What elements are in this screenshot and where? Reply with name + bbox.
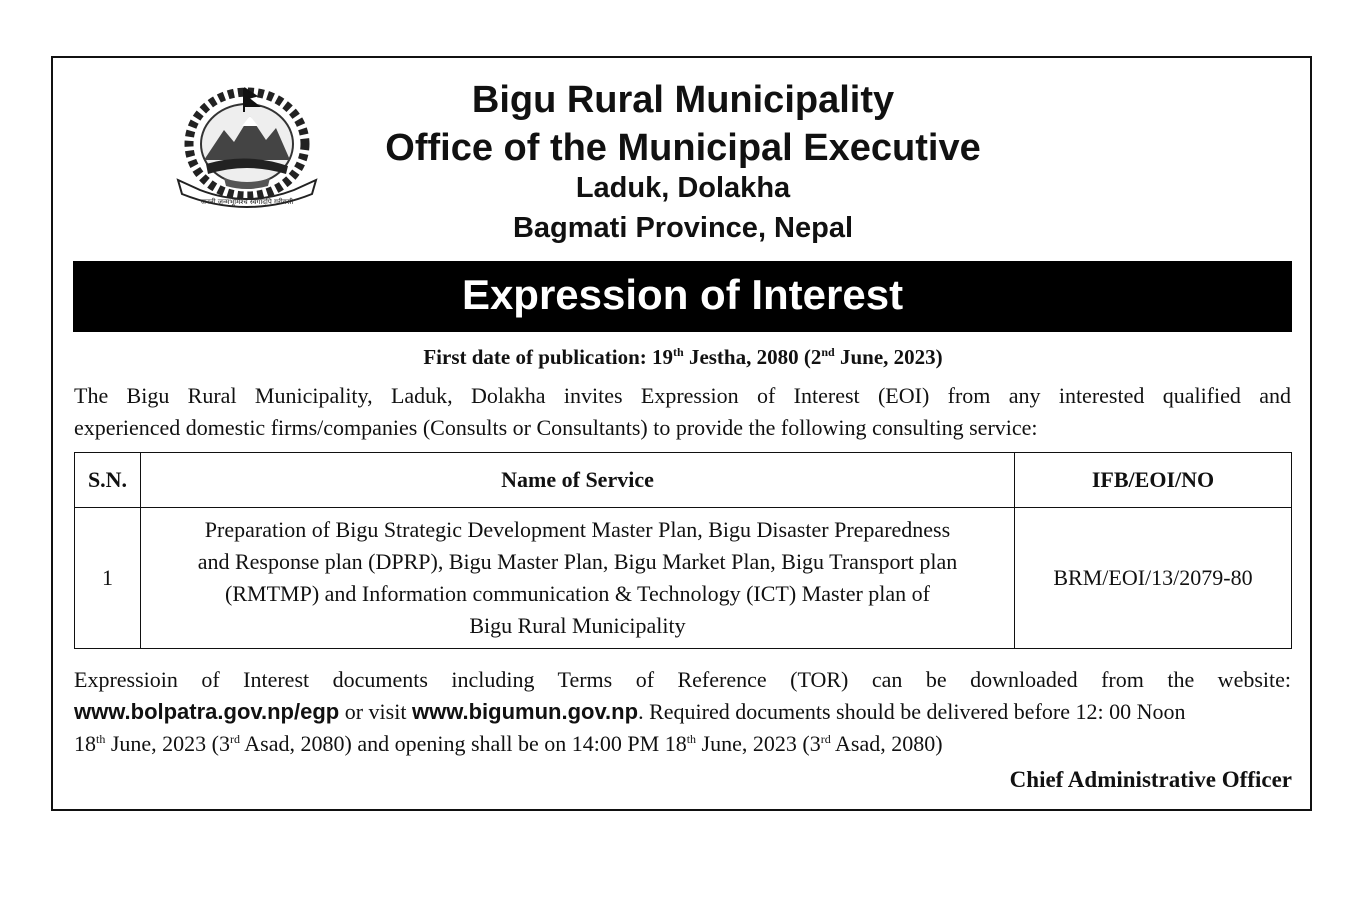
- office-province: Bagmati Province, Nepal: [512, 212, 854, 244]
- office-name: Office of the Municipal Executive: [385, 127, 981, 169]
- bolpatra-link[interactable]: www.bolpatra.gov.np/egp: [74, 699, 340, 724]
- footer-line-3: [74, 728, 1291, 760]
- opening-np-suffix: rd: [820, 732, 831, 746]
- deadline-day-suffix: th: [96, 732, 106, 746]
- opening-text-2: Asad, 2080): [830, 731, 943, 756]
- header-ifb-eoi-no: IFB/EOI/NO: [1015, 453, 1292, 508]
- pub-month-np: Jestha, 2080 (: [688, 345, 811, 369]
- row-service-name: [141, 508, 1015, 649]
- pub-day-np: 19: [652, 345, 674, 369]
- office-location: Laduk, Dolakha: [575, 172, 791, 204]
- table-row: [75, 508, 1292, 649]
- header-service-name: Name of Service: [141, 453, 1015, 508]
- row-sn: 1: [75, 508, 141, 649]
- deadline-text-2: Asad, 2080) and opening shall be on 14:00 PM 18: [240, 731, 687, 756]
- row-ifb-eoi-no: BRM/EOI/13/2079-80: [1015, 508, 1292, 649]
- intro-line-2: experienced domestic firms/companies (Consults or Consultants) to provide the following consulting service:: [74, 415, 1038, 440]
- pub-day-en: 2: [810, 345, 822, 369]
- or-visit-text: or visit: [339, 699, 412, 724]
- emblem-motto: जननी जन्मभूमिश्च स्वर्गादपि गरीयसी: [200, 198, 294, 206]
- deadline-np-suffix: rd: [230, 732, 240, 746]
- footer-line-1: Expressioin of Interest documents including Terms of Reference (TOR) can be downloaded from the website:: [74, 667, 1291, 692]
- opening-text-1: June, 2023 (3: [696, 731, 821, 756]
- service-line: (RMTMP) and Information communication & Technology (ICT) Master plan of: [225, 581, 930, 606]
- intro-line-1: The Bigu Rural Municipality, Laduk, Dolakha invites Expression of Interest (EOI) from any interested qualified and: [74, 383, 1291, 408]
- publication-label: First date of publication:: [423, 345, 647, 369]
- services-table: [74, 452, 1292, 649]
- footer-line-2: [74, 696, 1291, 728]
- eoi-banner: Expression of Interest: [73, 261, 1292, 332]
- publication-date: [0, 345, 1366, 370]
- pub-month-en: June, 2023): [839, 345, 943, 369]
- pub-day-np-suffix: th: [673, 345, 684, 359]
- opening-day-suffix: th: [686, 732, 697, 746]
- service-line: Bigu Rural Municipality: [469, 613, 686, 638]
- deadline-text-1: June, 2023 (3: [105, 731, 230, 756]
- org-name: Bigu Rural Municipality: [471, 79, 895, 121]
- bigumun-link[interactable]: www.bigumun.gov.np: [411, 699, 639, 724]
- required-docs-text: . Required documents should be delivered before 12: 00 Noon: [638, 699, 1186, 724]
- table-header-row: [75, 453, 1292, 508]
- deadline-day: 18: [74, 731, 96, 756]
- signature-title: Chief Administrative Officer: [1009, 767, 1292, 792]
- service-line: Preparation of Bigu Strategic Development Master Plan, Bigu Disaster Preparedness: [204, 517, 951, 542]
- service-line: and Response plan (DPRP), Bigu Master Plan, Bigu Market Plan, Bigu Transport plan: [197, 549, 958, 574]
- pub-day-en-suffix: nd: [821, 345, 835, 359]
- header-sn: S.N.: [75, 453, 141, 508]
